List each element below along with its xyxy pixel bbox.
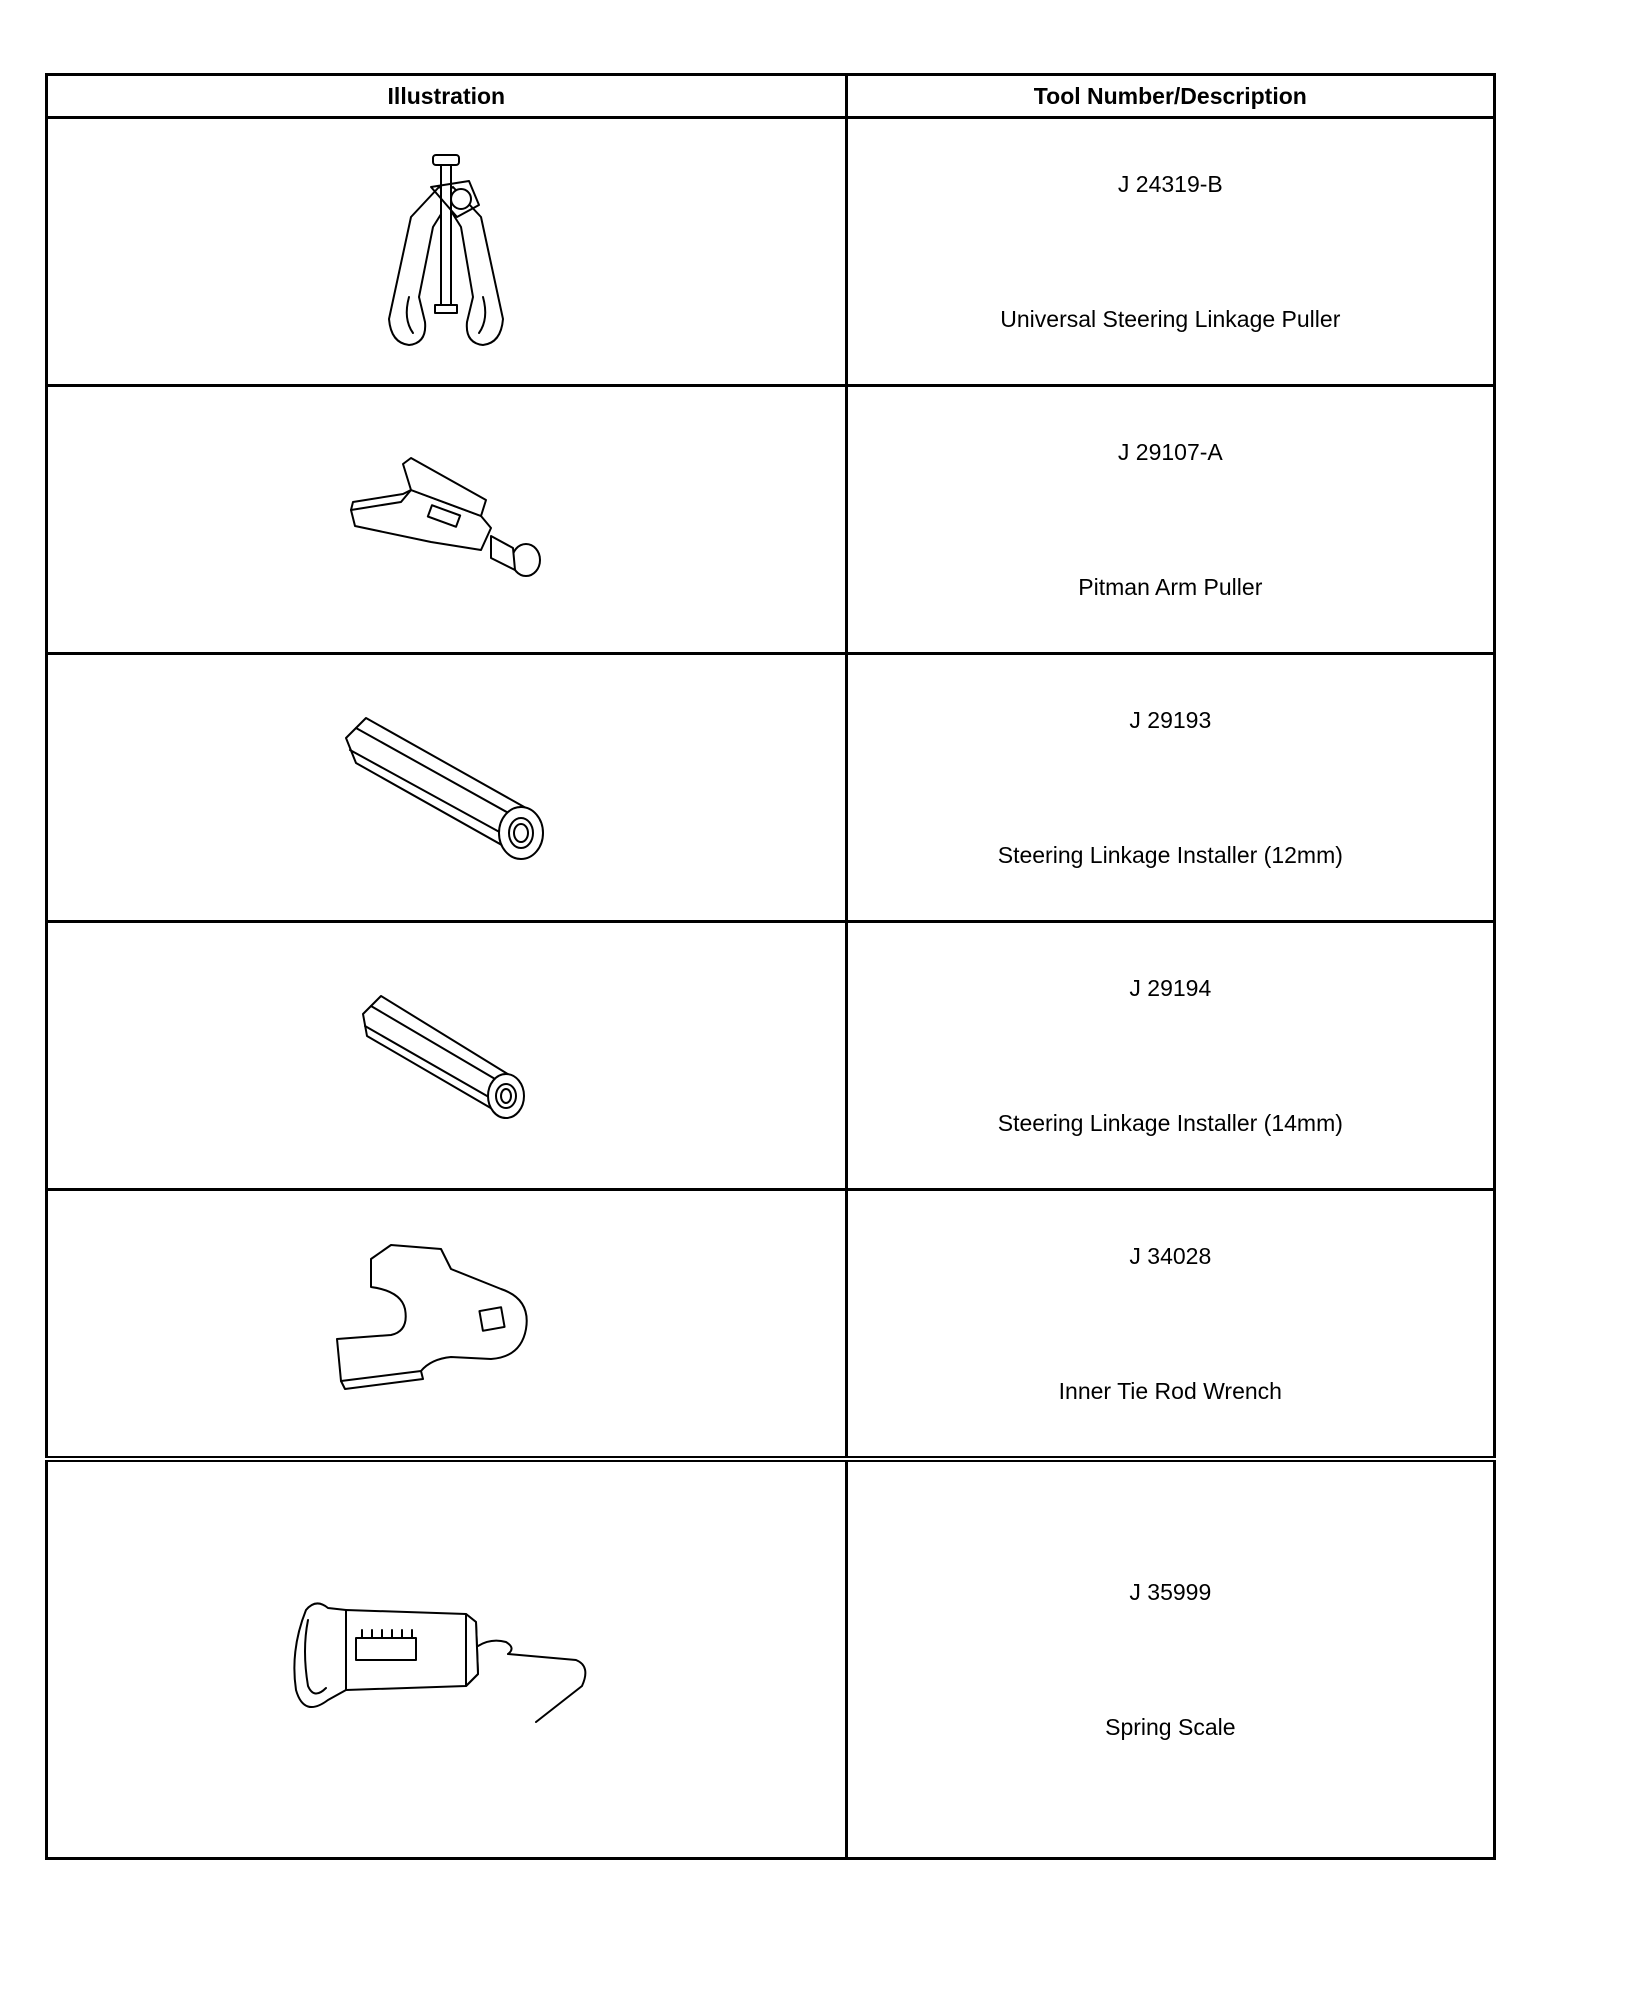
tool-cell bbox=[846, 654, 1494, 922]
table-row bbox=[47, 118, 1495, 386]
tool-number: J 35999 bbox=[1129, 1579, 1212, 1605]
header-illustration: Illustration bbox=[47, 75, 847, 118]
tool-description: Steering Linkage Installer (12mm) bbox=[997, 842, 1343, 868]
installer-12mm-icon bbox=[336, 708, 556, 868]
header-tool-number-description: Tool Number/Description bbox=[846, 75, 1494, 118]
tool-description: Universal Steering Linkage Puller bbox=[1000, 306, 1341, 332]
tool-cell bbox=[846, 922, 1494, 1190]
tool-description: Inner Tie Rod Wrench bbox=[1058, 1378, 1282, 1404]
tool-number: J 29193 bbox=[1129, 707, 1212, 733]
header-row bbox=[47, 75, 1495, 118]
table-row bbox=[47, 1190, 1495, 1460]
illustration-cell bbox=[47, 1190, 847, 1460]
tool-cell bbox=[846, 1190, 1494, 1460]
tool-number: J 34028 bbox=[1129, 1243, 1212, 1269]
tool-description: Spring Scale bbox=[1105, 1714, 1236, 1740]
tool-cell bbox=[846, 118, 1494, 386]
spring-scale-icon bbox=[286, 1590, 606, 1730]
illustration-cell bbox=[47, 922, 847, 1190]
tool-cell bbox=[846, 386, 1494, 654]
installer-14mm-icon bbox=[351, 986, 541, 1126]
tool-description: Steering Linkage Installer (14mm) bbox=[997, 1110, 1343, 1136]
tool-number: J 29107-A bbox=[1117, 439, 1223, 465]
pitman-arm-puller-icon bbox=[341, 450, 551, 590]
tie-rod-wrench-icon bbox=[331, 1239, 561, 1409]
table-row bbox=[47, 1459, 1495, 1859]
illustration-cell bbox=[47, 1459, 847, 1859]
illustration-cell bbox=[47, 654, 847, 922]
illustration-cell bbox=[47, 386, 847, 654]
table-row bbox=[47, 654, 1495, 922]
tool-number: J 29194 bbox=[1129, 975, 1212, 1001]
tool-cell bbox=[846, 1459, 1494, 1859]
illustration-cell bbox=[47, 118, 847, 386]
tools-table bbox=[45, 73, 1496, 1860]
tool-description: Pitman Arm Puller bbox=[1078, 574, 1263, 600]
table-row bbox=[47, 922, 1495, 1190]
tool-number: J 24319-B bbox=[1117, 171, 1223, 197]
puller-icon bbox=[361, 147, 531, 357]
table-row bbox=[47, 386, 1495, 654]
